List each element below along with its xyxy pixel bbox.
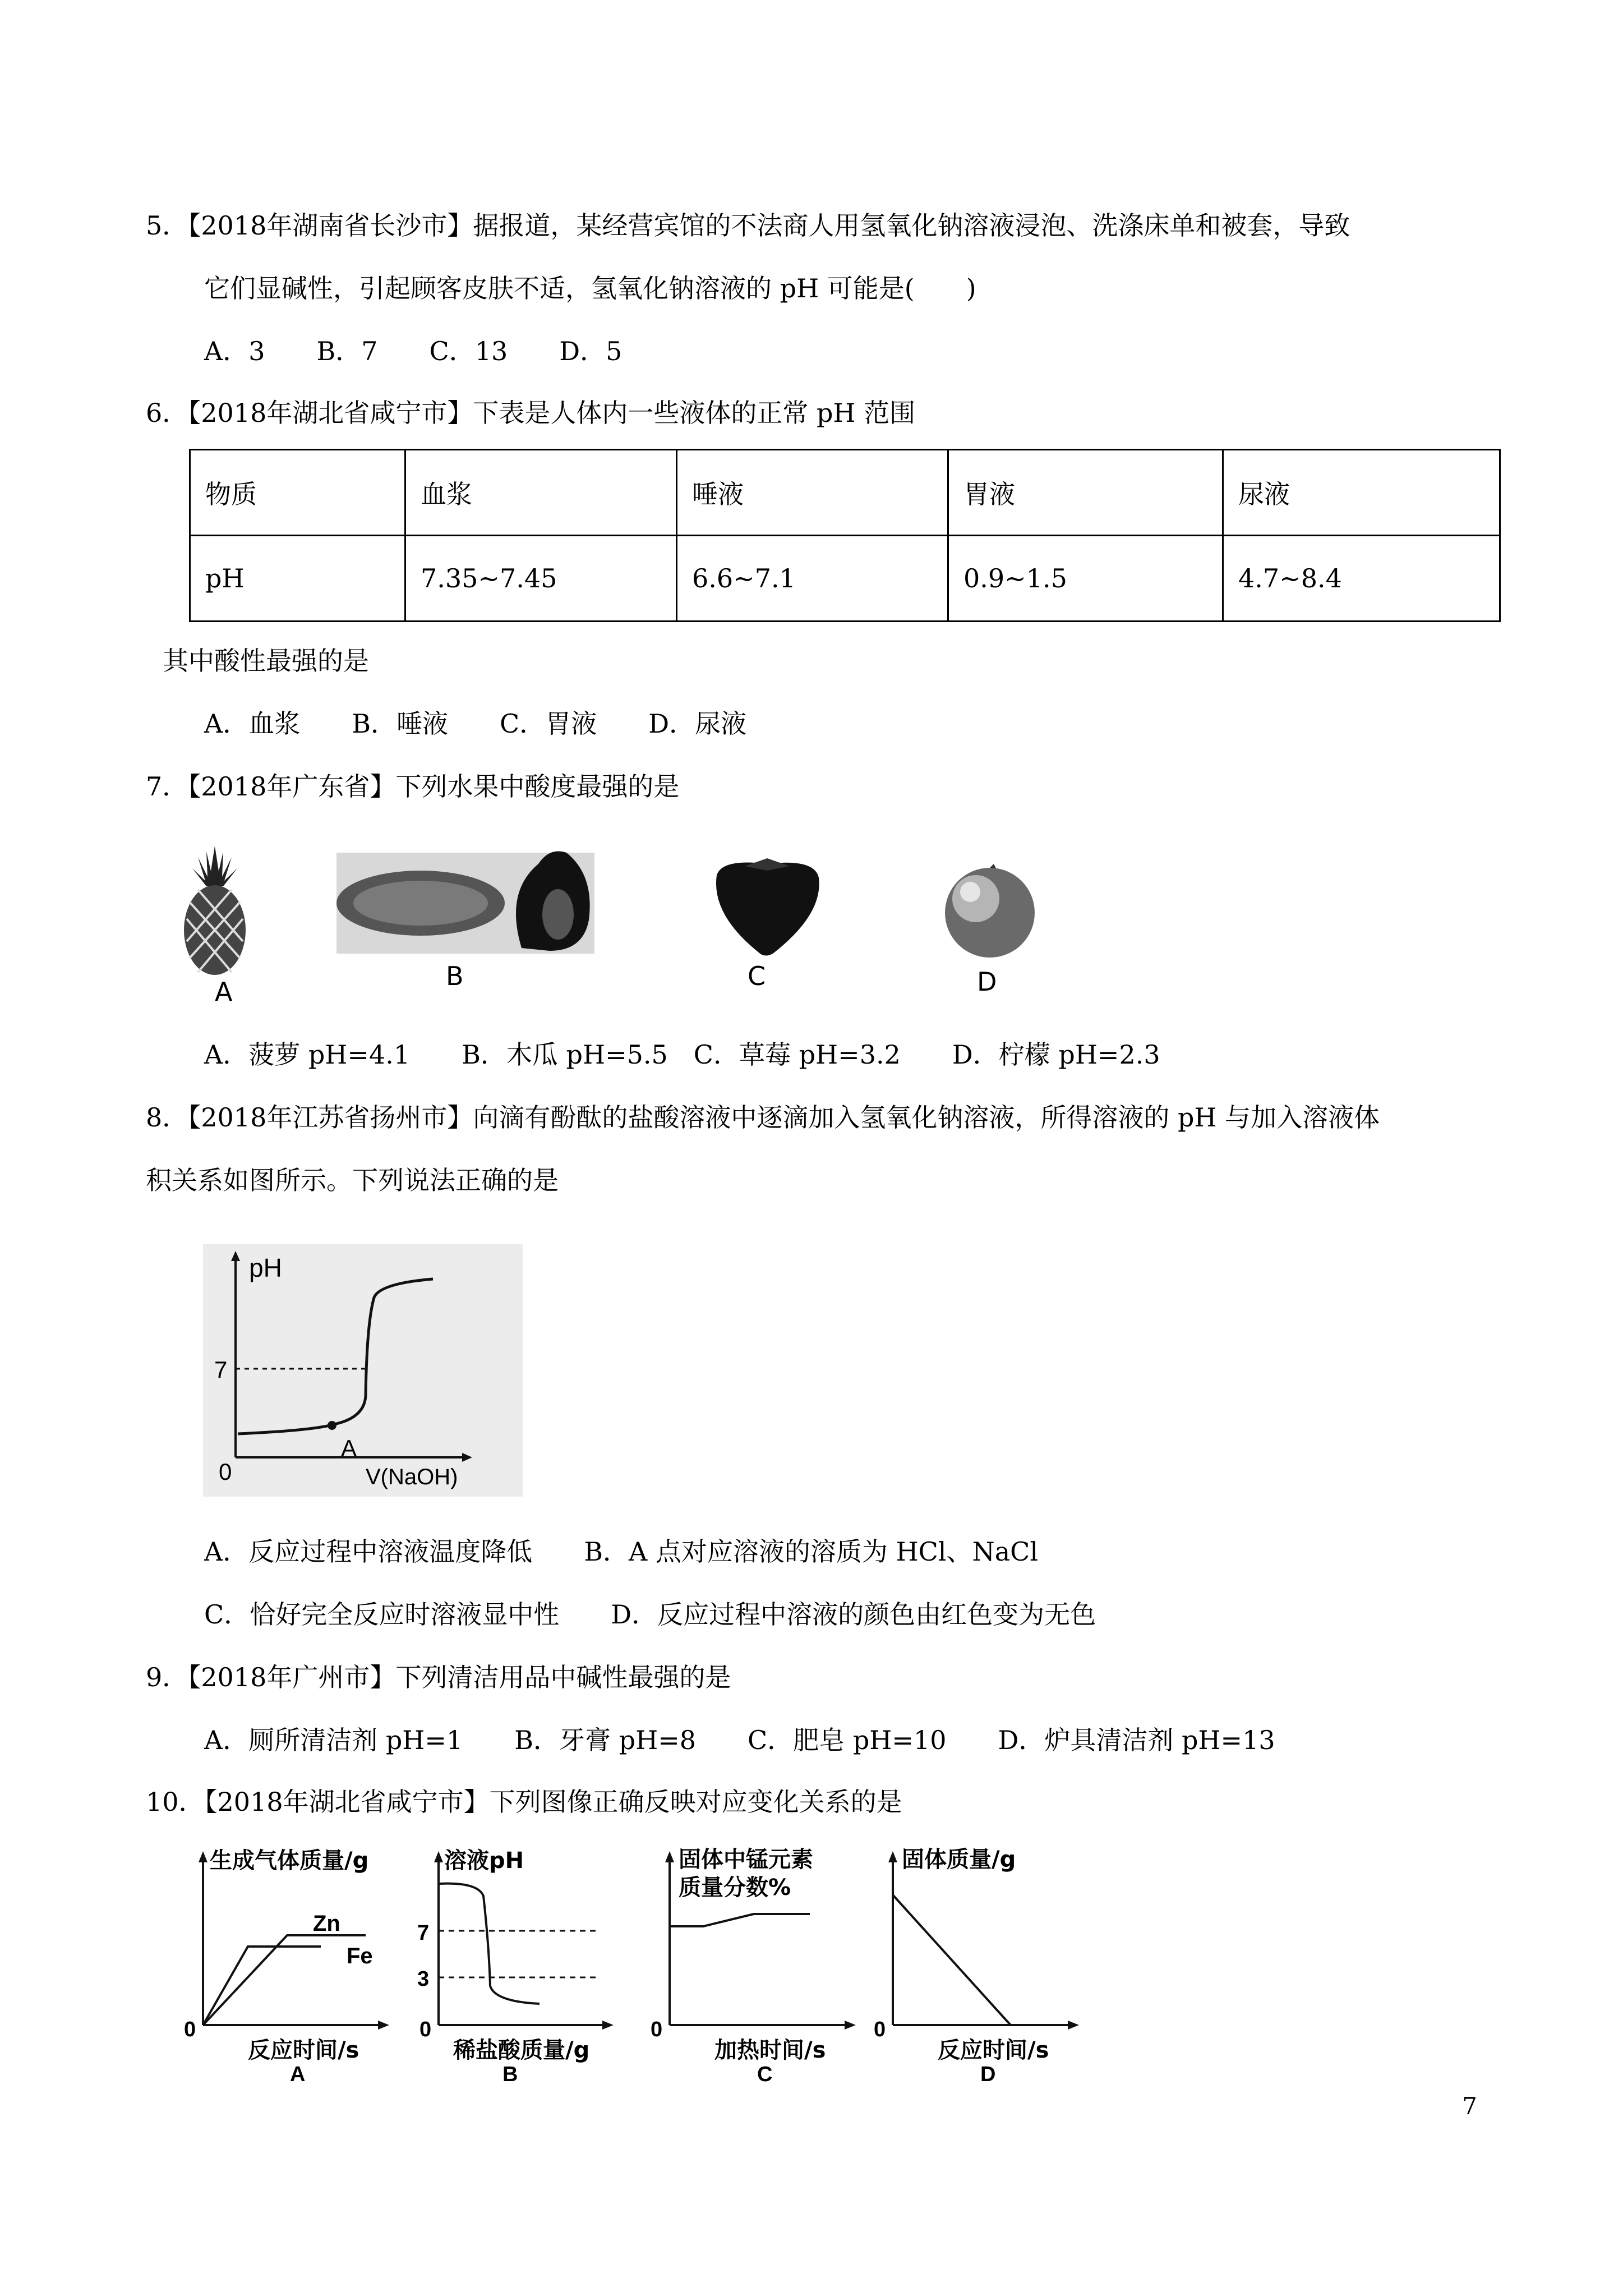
chart-d-solid-mass: [870, 1846, 1095, 2087]
q9-options: A．厕所清洁剂 pH=1 B．牙膏 pH=8 C．肥皂 pH=10 D．炉具清洁剂 pH=13: [204, 1725, 1275, 1755]
strawberry-image: [711, 858, 823, 956]
mn-fraction-line: [670, 1914, 810, 1926]
origin-label: 0: [651, 2018, 663, 2041]
lemon-image: [942, 864, 1038, 959]
q5-stem-line1: 5．【2018年湖南省长沙市】据报道，某经营宾馆的不法商人用氢氧化钠溶液浸泡、洗涤床单和被套，导致: [146, 210, 1350, 241]
series-fe-label: Fe: [347, 1944, 373, 1968]
table-cell: pH: [190, 536, 405, 622]
chart-b-solution-ph: [405, 1846, 629, 2087]
x-axis-arrow: [378, 2021, 389, 2030]
table-cell: 7.35~7.45: [405, 536, 677, 622]
table-cell: 尿液: [1223, 450, 1500, 536]
chart-a-gas-mass: [181, 1846, 405, 2087]
chart-c-ylabel-line1: 固体中锰元素: [679, 1847, 813, 1872]
chart-a-xlabel: 反应时间/s: [248, 2037, 359, 2063]
q10-stem: 10．【2018年湖北省咸宁市】下列图像正确反映对应变化关系的是: [146, 1787, 902, 1817]
x-axis-arrow: [845, 2021, 856, 2030]
chart-d-ylabel: 固体质量/g: [902, 1847, 1016, 1872]
origin-label: 0: [874, 2018, 886, 2041]
chart-b-letter: B: [502, 2063, 518, 2086]
x-axis-arrow: [602, 2021, 614, 2030]
y-axis-arrow: [434, 1851, 443, 1862]
q7-stem: 7．【2018年广东省】下列水果中酸度最强的是: [146, 771, 680, 802]
q8-stem-line2: 积关系如图所示。下列说法正确的是: [146, 1165, 559, 1195]
chart-c-xlabel: 加热时间/s: [714, 2037, 826, 2063]
q7-options: A．菠萝 pH=4.1 B．木瓜 pH=5.5 C．草莓 pH=3.2 D．柠檬 pH=2.3: [204, 1039, 1160, 1070]
table-cell: 物质: [190, 450, 405, 536]
table-cell: 0.9~1.5: [948, 536, 1223, 622]
papaya-image: [336, 841, 594, 954]
y-axis-arrow: [888, 1851, 897, 1862]
page-number: 7: [1462, 2092, 1477, 2120]
fruit-label-d: D: [977, 967, 997, 997]
q8-options-ab: A．反应过程中溶液温度降低 B．A 点对应溶液的溶质为 HCl、NaCl: [204, 1536, 1039, 1567]
q6-follow-text: 其中酸性最强的是: [163, 646, 369, 676]
chart-c-letter: C: [757, 2063, 773, 2086]
q8-stem-line1: 8．【2018年江苏省扬州市】向滴有酚酞的盐酸溶液中逐滴加入氢氧化钠溶液，所得溶液的 pH 与加入溶液体: [146, 1102, 1380, 1133]
series-zn-label: Zn: [313, 1911, 340, 1936]
table-row: [190, 536, 1500, 622]
chart-d-xlabel: 反应时间/s: [938, 2037, 1049, 2063]
q5-stem-line2: 它们显碱性，引起顾客皮肤不适，氢氧化钠溶液的 pH 可能是( ): [204, 273, 976, 303]
chart-c-mn-fraction: [647, 1846, 872, 2087]
origin-label: 0: [219, 1458, 232, 1485]
chart-a-ylabel: 生成气体质量/g: [210, 1848, 369, 1874]
q6-options: A．血浆 B．唾液 C．胃液 D．尿液: [204, 708, 747, 739]
chart-b-ylabel: 溶液pH: [444, 1848, 524, 1874]
table-cell: 血浆: [405, 450, 677, 536]
origin-label: 0: [184, 2018, 196, 2041]
pineapple-image: [178, 846, 251, 975]
x-axis-label: V(NaOH): [366, 1465, 458, 1489]
y-tick-7: 7: [214, 1356, 228, 1383]
table-cell: 唾液: [677, 450, 948, 536]
fruit-label-b: B: [446, 961, 464, 991]
fruit-label-a: A: [215, 977, 233, 1007]
chart-d-letter: D: [980, 2063, 996, 2086]
q8-options-cd: C．恰好完全反应时溶液显中性 D．反应过程中溶液的颜色由红色变为无色: [204, 1599, 1096, 1630]
y-axis-arrow: [199, 1851, 208, 1862]
point-a-label: A: [341, 1435, 357, 1461]
table-cell: 6.6~7.1: [677, 536, 948, 622]
table-cell: 4.7~8.4: [1223, 536, 1500, 622]
y-axis-label: pH: [249, 1253, 282, 1282]
y-tick-3: 3: [417, 1967, 430, 1991]
y-tick-7: 7: [417, 1921, 430, 1945]
chart-a-letter: A: [290, 2063, 306, 2086]
y-axis-arrow: [665, 1851, 674, 1862]
ph-curve: [440, 1884, 540, 2004]
chart-b-xlabel: 稀盐酸质量/g: [453, 2037, 590, 2063]
x-axis-arrow: [1068, 2021, 1079, 2030]
table-cell: 胃液: [948, 450, 1223, 536]
fruit-label-c: C: [748, 961, 766, 991]
q6-stem: 6．【2018年湖北省咸宁市】下表是人体内一些液体的正常 pH 范围: [146, 398, 916, 428]
table-header-row: [190, 450, 1500, 536]
solid-mass-line: [893, 1895, 1011, 2025]
point-a-marker: [328, 1421, 336, 1430]
q9-stem: 9．【2018年广州市】下列清洁用品中碱性最强的是: [146, 1662, 731, 1692]
ph-titration-chart: [203, 1244, 523, 1497]
chart-c-ylabel-line2: 质量分数%: [679, 1875, 791, 1901]
ph-range-table: [189, 449, 1501, 622]
zn-line: [203, 1947, 321, 2025]
q5-options: A．3 B．7 C．13 D．5: [204, 336, 623, 366]
origin-label: 0: [419, 2018, 432, 2041]
